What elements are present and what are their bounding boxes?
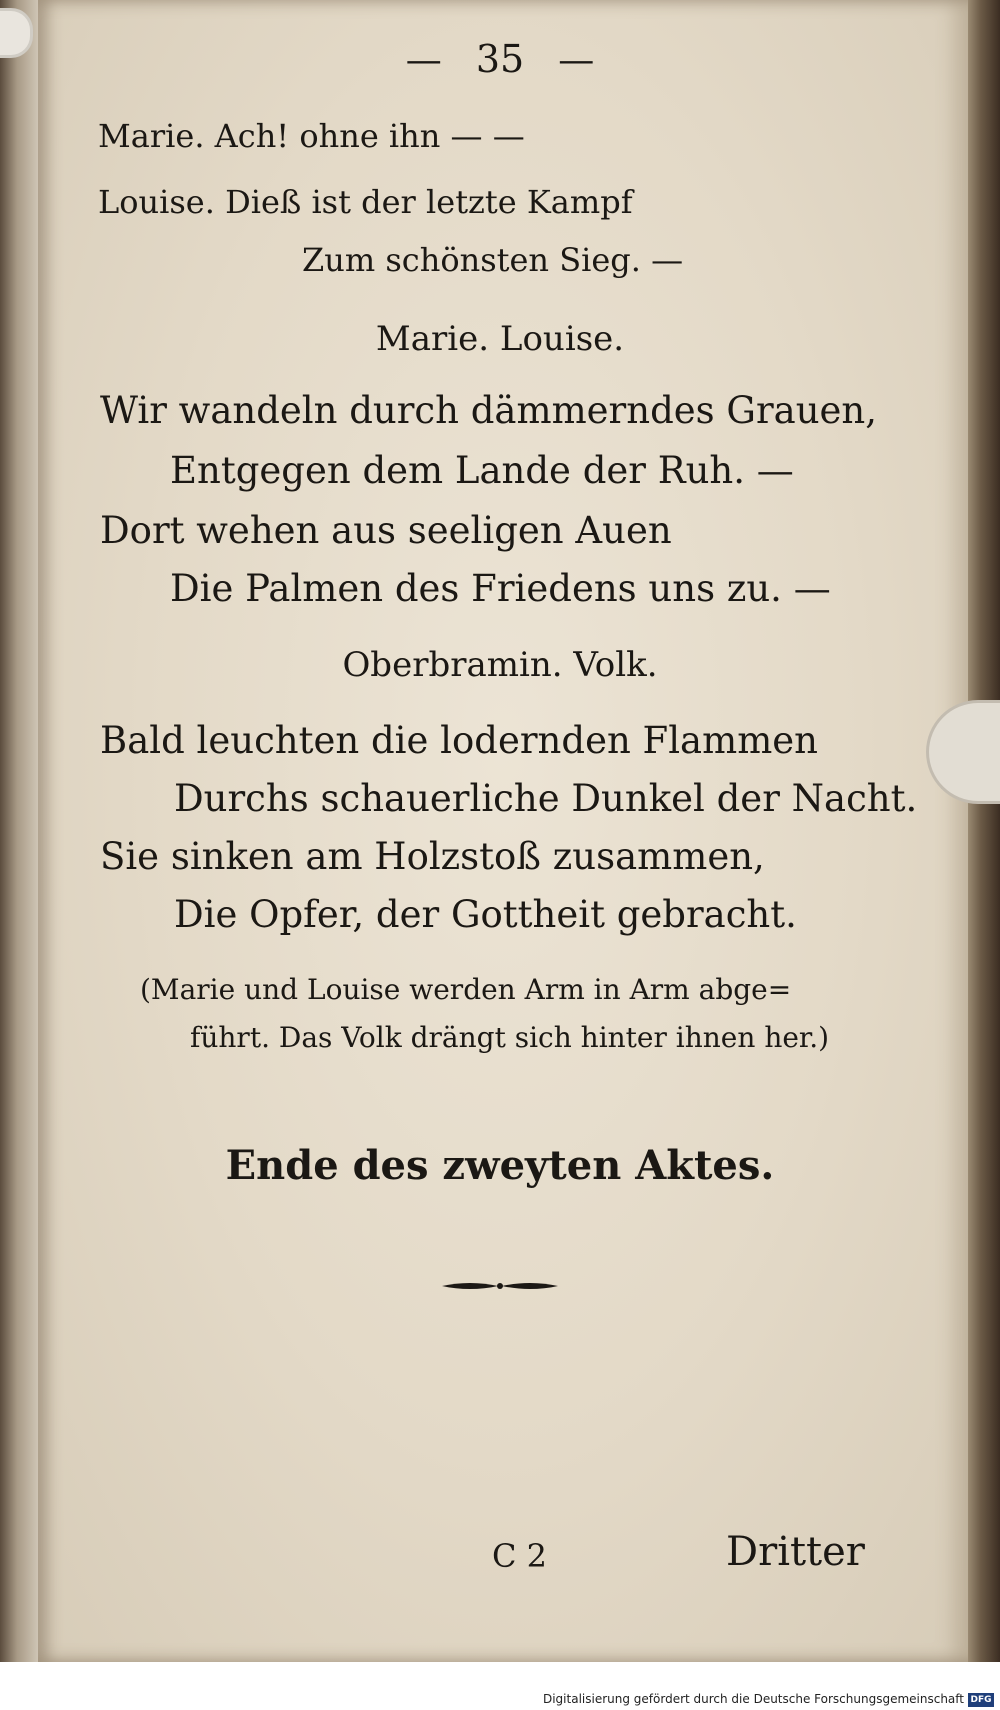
ornament-divider <box>440 1276 560 1296</box>
page-number-dash-right: — <box>558 40 595 81</box>
dialogue-line-marie: Marie. Ach! ohne ihn — — <box>98 117 525 155</box>
book-spine-edge <box>968 0 1000 1662</box>
verse-line: Entgegen dem Lande der Ruh. — <box>170 449 794 492</box>
speaker-heading-oberbramin-volk: Oberbramin. Volk. <box>342 645 658 685</box>
stage-direction-line: (Marie und Louise werden Arm in Arm abge= <box>140 973 792 1006</box>
dialogue-line-louise-cont: Zum schönsten Sieg. — <box>302 241 684 279</box>
verse-line: Bald leuchten die lodernden Flammen <box>100 719 819 762</box>
page-number-line <box>0 37 1000 81</box>
page-number-dash-left: — <box>405 40 442 81</box>
previous-page-edge <box>0 0 38 1662</box>
stage-direction-line: führt. Das Volk drängt sich hinter ihnen her.) <box>190 1021 830 1054</box>
verse-line: Wir wandeln durch dämmerndes Grauen, <box>100 389 878 432</box>
verse-line: Die Opfer, der Gottheit gebracht. <box>174 893 797 936</box>
signature-mark: C 2 <box>492 1537 548 1575</box>
footer-bar <box>0 1662 1000 1710</box>
verse-line: Die Palmen des Friedens uns zu. — <box>170 567 831 610</box>
verse-line: Dort wehen aus seeligen Auen <box>100 509 672 552</box>
catchword: Dritter <box>726 1529 865 1575</box>
dfg-logo: DFG <box>968 1693 994 1707</box>
speaker-heading-marie-louise: Marie. Louise. <box>375 319 625 359</box>
act-end-heading: Ende des zweyten Aktes. <box>225 1142 775 1189</box>
dialogue-line-louise: Louise. Dieß ist der letzte Kampf <box>98 183 633 221</box>
verse-line: Sie sinken am Holzstoß zusammen, <box>100 835 765 878</box>
page-number: 35 <box>475 37 525 81</box>
footer-credit: Digitalisierung gefördert durch die Deutsche Forschungsgemeinschaft <box>542 1692 964 1706</box>
verse-line: Durchs schauerliche Dunkel der Nacht. <box>174 777 918 820</box>
